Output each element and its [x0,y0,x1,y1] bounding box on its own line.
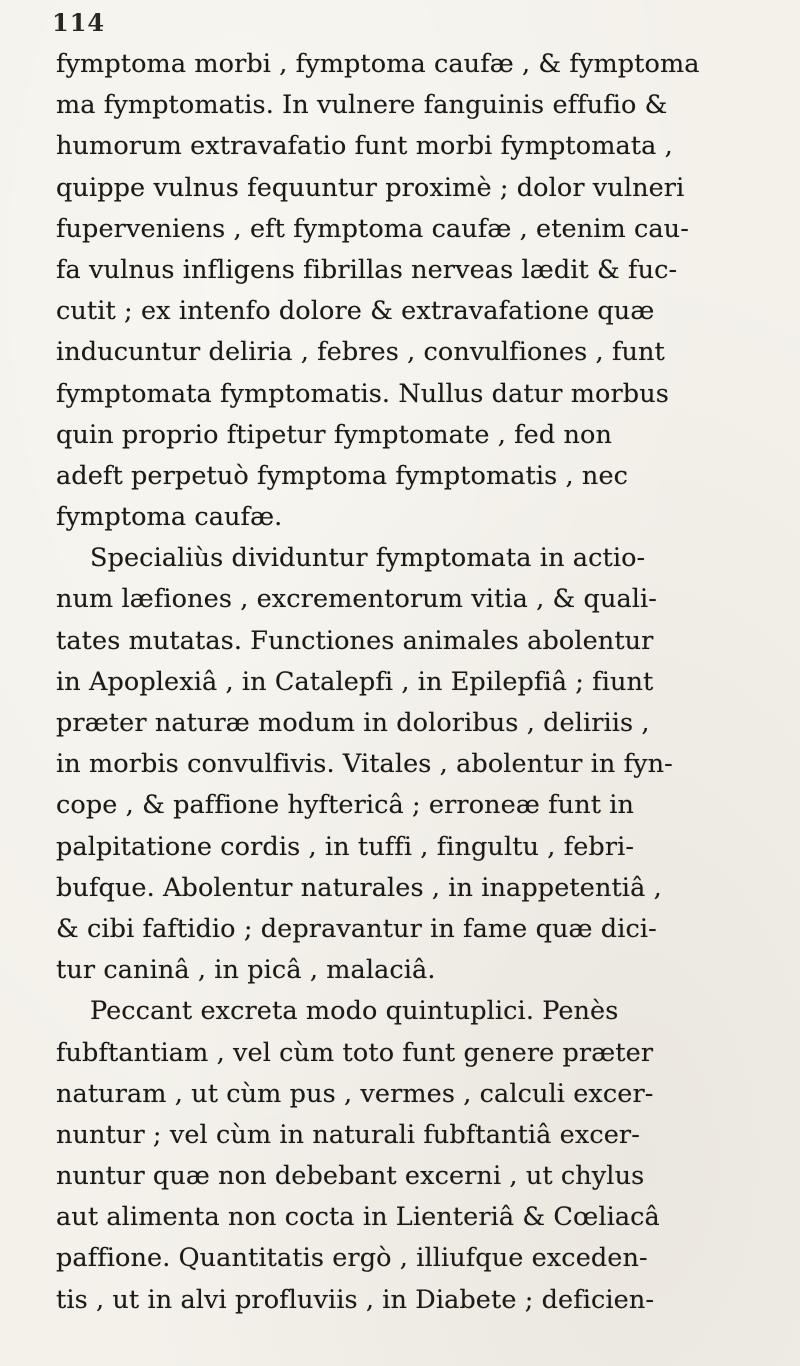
text-line: tates mutatas. Functiones animales abolentur [56,625,654,656]
text-line: fubftantiam , vel cùm toto funt genere præter [56,1037,654,1068]
text-line: num læfiones , excrementorum vitia , & quali- [56,584,658,615]
text-line: inducuntur deliria , febres , convulfiones , funt [56,337,665,368]
text-line: aut alimenta non cocta in Lienteriâ & Cœliacâ [56,1202,660,1233]
text-line: quippe vulnus fequuntur proximè ; dolor vulneri [56,172,685,203]
text-line: præter naturæ modum in doloribus , deliriis , [56,708,650,738]
text-line: cope , & paffione hyftericâ ; erroneæ funt in [56,790,635,821]
text-line: fymptoma caufæ. [56,502,283,533]
text-line: humorum extravafatio funt morbi fymptomata , [56,131,673,162]
text-line: naturam , ut cùm pus , vermes , calculi excer- [56,1078,654,1109]
text-line: palpitatione cordis , in tuffi , fingultu , febri- [56,831,635,862]
text-line: adeft perpetuò fymptoma fymptomatis , nec [56,460,629,491]
text-line: tur caninâ , in picâ , malaciâ. [56,955,436,986]
text-line: fa vulnus infligens fibrillas nerveas lædit & fuc- [56,254,678,285]
text-line: nuntur quæ non debebant excerni , ut chylus [56,1161,645,1192]
body-text [56,44,776,1321]
text-line: nuntur ; vel cùm in naturali fubftantiâ excer- [56,1119,640,1150]
text-line: tis , ut in alvi profluviis , in Diabete ; deficien- [56,1284,655,1315]
text-line: fuperveniens , eft fymptoma caufæ , etenim cau- [56,213,689,244]
text-line: ma fymptomatis. In vulnere fanguinis effufio & [56,90,668,121]
text-line: paffione. Quantitatis ergò , illiufque exceden- [56,1243,648,1274]
text-line: in Apoplexiâ , in Catalepfi , in Epilepfiâ ; fiunt [56,666,654,697]
text-line: Specialiùs dividuntur fymptomata in actio- [90,543,646,574]
text-line: fymptoma morbi , fymptoma caufæ , & fymptoma [56,49,700,79]
text-line: bufque. Abolentur naturales , in inappetentiâ , [56,872,662,903]
text-line: & cibi faftidio ; depravantur in fame quæ dici- [56,913,657,944]
text-line: quin proprio ftipetur fymptomate , fed non [56,419,612,450]
text-line: cutit ; ex intenfo dolore & extravafatione quæ [56,296,655,327]
text-line: Peccant excreta modo quintuplici. Penès [90,996,619,1027]
text-line: in morbis convulfivis. Vitales , abolentur in fyn- [56,749,673,780]
text-line: fymptomata fymptomatis. Nullus datur morbus [56,378,669,409]
page-number: 114 [52,8,106,37]
